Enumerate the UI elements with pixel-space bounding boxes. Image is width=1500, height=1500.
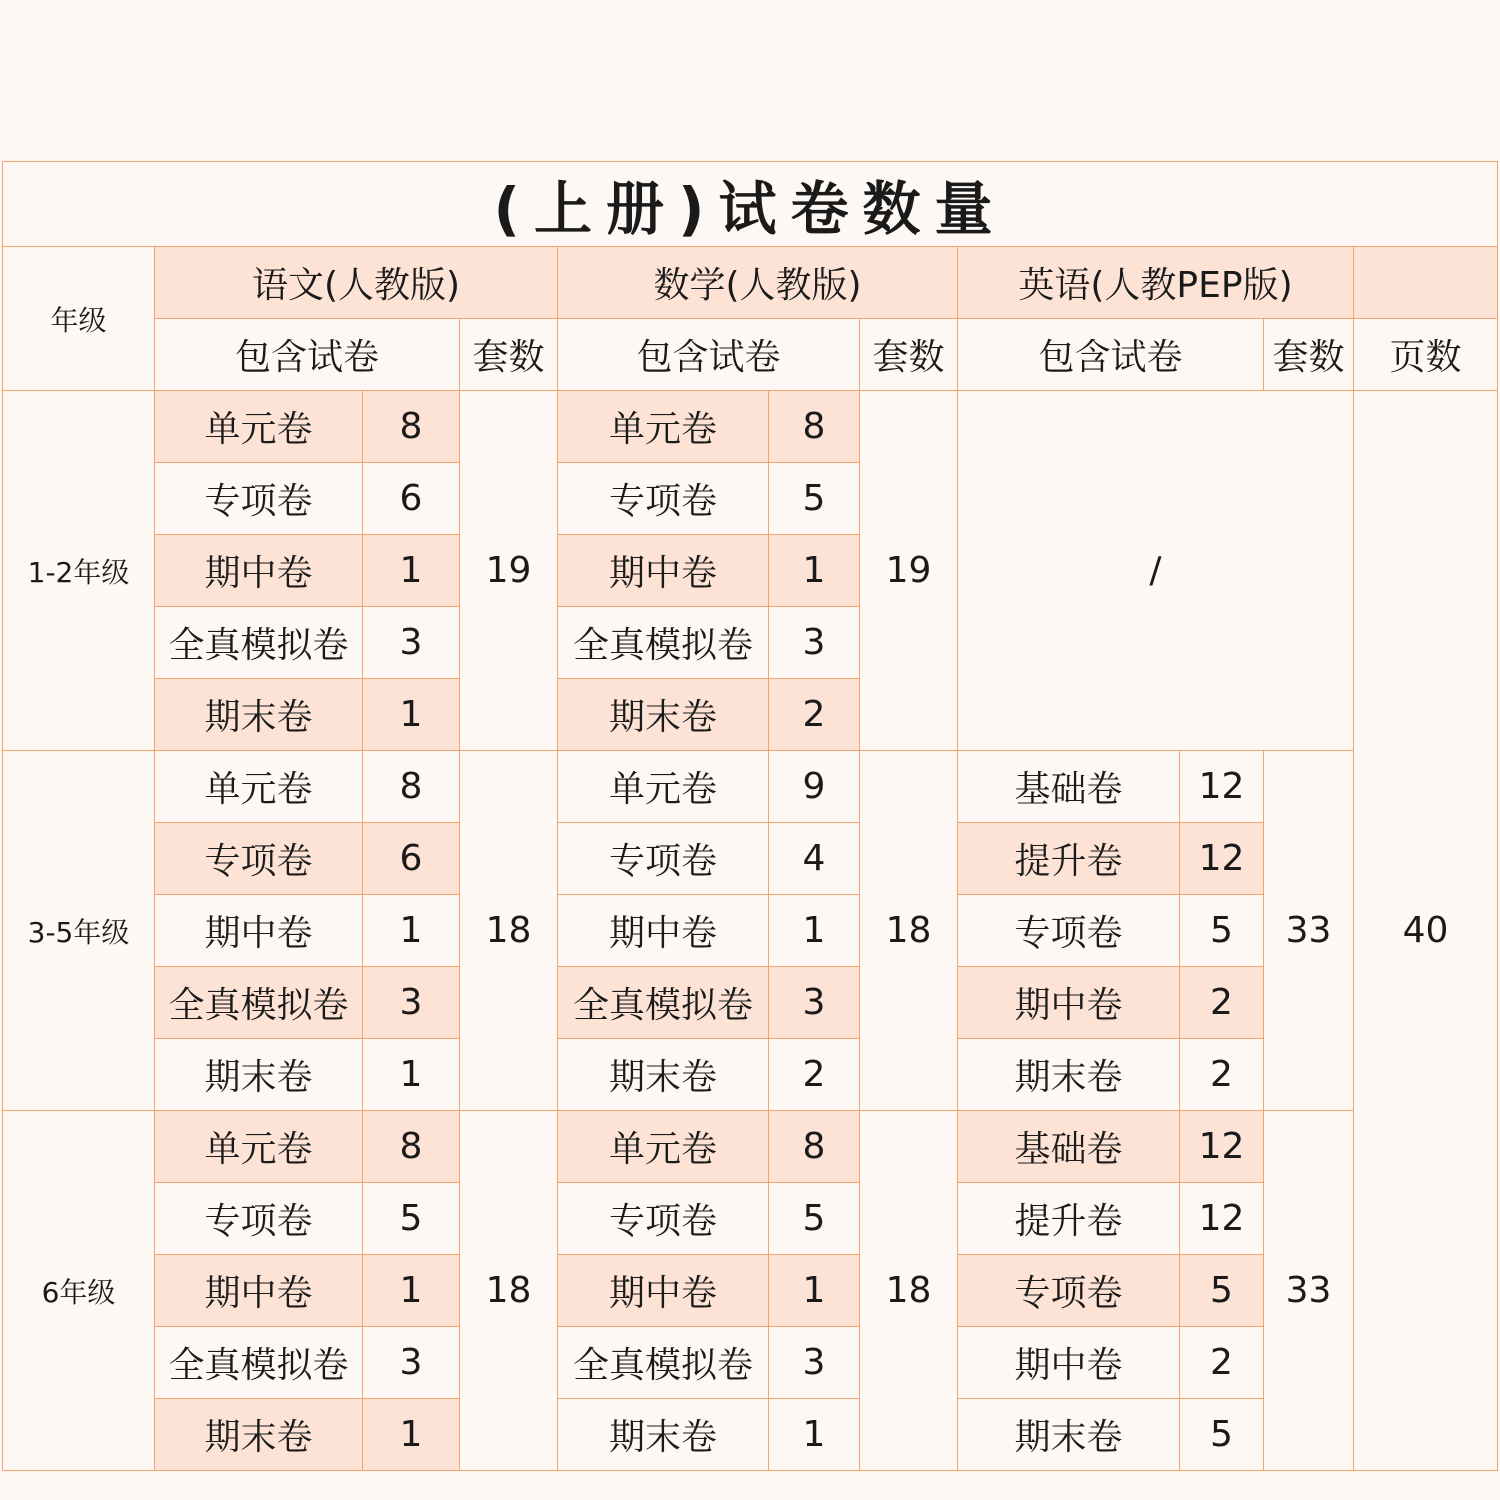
paper-type-cell: 全真模拟卷: [558, 1327, 769, 1399]
paper-count-cell: 8: [363, 751, 460, 823]
paper-type-cell: 全真模拟卷: [155, 1327, 363, 1399]
sets-header: 套数: [860, 319, 958, 391]
subject-header-chinese: 语文(人教版): [155, 247, 558, 319]
paper-type-cell: 期末卷: [155, 1039, 363, 1111]
paper-count-cell: 3: [363, 1327, 460, 1399]
sets-total-cell: 18: [460, 751, 558, 1111]
paper-count-cell: 4: [769, 823, 860, 895]
subject-header-english: 英语(人教PEP版): [958, 247, 1354, 319]
paper-count-cell: 3: [769, 1327, 860, 1399]
paper-count-cell: 3: [363, 607, 460, 679]
paper-type-cell: 期末卷: [155, 679, 363, 751]
paper-count-cell: 5: [769, 463, 860, 535]
paper-type-cell: 期末卷: [558, 1039, 769, 1111]
paper-count-cell: 8: [363, 1111, 460, 1183]
paper-type-cell: 专项卷: [958, 895, 1180, 967]
grade-header: 年级: [3, 247, 155, 391]
paper-count-cell: 3: [769, 967, 860, 1039]
english-not-applicable: /: [958, 391, 1354, 751]
table-row: [3, 1111, 1498, 1183]
sets-total-cell: 33: [1264, 1111, 1354, 1471]
paper-count-cell: 1: [769, 1399, 860, 1471]
paper-type-cell: 期中卷: [558, 1255, 769, 1327]
paper-count-cell: 5: [1180, 895, 1264, 967]
paper-type-cell: 期中卷: [958, 967, 1180, 1039]
paper-count-cell: 3: [769, 607, 860, 679]
sets-total-cell: 19: [860, 391, 958, 751]
paper-type-cell: 提升卷: [958, 823, 1180, 895]
paper-type-cell: 期末卷: [958, 1399, 1180, 1471]
paper-count-cell: 6: [363, 823, 460, 895]
sets-total-cell: 18: [860, 1111, 958, 1471]
papers-header: 包含试卷: [958, 319, 1264, 391]
paper-type-cell: 全真模拟卷: [558, 607, 769, 679]
paper-type-cell: 单元卷: [558, 1111, 769, 1183]
grade-label: 1-2年级: [3, 391, 155, 751]
paper-count-cell: 2: [769, 1039, 860, 1111]
paper-type-cell: 期末卷: [958, 1039, 1180, 1111]
paper-count-cell: 12: [1180, 751, 1264, 823]
paper-count-cell: 3: [363, 967, 460, 1039]
paper-count-cell: 6: [363, 463, 460, 535]
pages-value: 40: [1354, 391, 1498, 1471]
paper-count-cell: 1: [363, 1399, 460, 1471]
paper-type-cell: 基础卷: [958, 1111, 1180, 1183]
paper-type-cell: 专项卷: [958, 1255, 1180, 1327]
paper-type-cell: 专项卷: [155, 823, 363, 895]
paper-count-cell: 2: [1180, 1327, 1264, 1399]
paper-count-cell: 1: [769, 1255, 860, 1327]
paper-count-cell: 5: [769, 1183, 860, 1255]
paper-type-cell: 单元卷: [558, 391, 769, 463]
paper-count-cell: 2: [1180, 1039, 1264, 1111]
table-row: [3, 391, 1498, 463]
paper-count-cell: 2: [769, 679, 860, 751]
sets-total-cell: 19: [460, 391, 558, 751]
paper-type-cell: 单元卷: [558, 751, 769, 823]
paper-count-cell: 1: [363, 895, 460, 967]
paper-count-cell: 1: [363, 679, 460, 751]
paper-count-cell: 9: [769, 751, 860, 823]
paper-type-cell: 期中卷: [155, 535, 363, 607]
paper-type-cell: 全真模拟卷: [155, 967, 363, 1039]
paper-type-cell: 单元卷: [155, 391, 363, 463]
table-row: [3, 751, 1498, 823]
paper-count-cell: 1: [363, 535, 460, 607]
paper-type-cell: 全真模拟卷: [558, 967, 769, 1039]
paper-type-cell: 全真模拟卷: [155, 607, 363, 679]
paper-type-cell: 基础卷: [958, 751, 1180, 823]
paper-count-cell: 8: [769, 391, 860, 463]
grade-label: 6年级: [3, 1111, 155, 1471]
grade-label: 3-5年级: [3, 751, 155, 1111]
paper-type-cell: 单元卷: [155, 1111, 363, 1183]
paper-count-cell: 1: [363, 1039, 460, 1111]
paper-count-cell: 1: [769, 895, 860, 967]
paper-count-cell: 5: [363, 1183, 460, 1255]
paper-type-cell: 期末卷: [558, 1399, 769, 1471]
paper-type-cell: 专项卷: [558, 823, 769, 895]
paper-type-cell: 期末卷: [155, 1399, 363, 1471]
page-title: (上册)试卷数量: [3, 162, 1498, 247]
subject-header-math: 数学(人教版): [558, 247, 958, 319]
paper-count-cell: 5: [1180, 1255, 1264, 1327]
paper-count-cell: 5: [1180, 1399, 1264, 1471]
paper-count-cell: 12: [1180, 1183, 1264, 1255]
papers-header: 包含试卷: [155, 319, 460, 391]
pages-header: 页数: [1354, 319, 1498, 391]
sets-header: 套数: [1264, 319, 1354, 391]
paper-type-cell: 专项卷: [558, 463, 769, 535]
sets-total-cell: 18: [860, 751, 958, 1111]
paper-count-cell: 8: [363, 391, 460, 463]
paper-type-cell: 专项卷: [155, 463, 363, 535]
paper-type-cell: 期末卷: [558, 679, 769, 751]
paper-count-cell: 12: [1180, 823, 1264, 895]
paper-count-table: [2, 161, 1498, 1471]
paper-type-cell: 期中卷: [155, 895, 363, 967]
paper-count-cell: 1: [769, 535, 860, 607]
paper-type-cell: 期中卷: [958, 1327, 1180, 1399]
paper-type-cell: 提升卷: [958, 1183, 1180, 1255]
paper-type-cell: 期中卷: [155, 1255, 363, 1327]
papers-header: 包含试卷: [558, 319, 860, 391]
paper-type-cell: 期中卷: [558, 895, 769, 967]
paper-type-cell: 专项卷: [558, 1183, 769, 1255]
paper-type-cell: 单元卷: [155, 751, 363, 823]
paper-count-cell: 1: [363, 1255, 460, 1327]
sets-total-cell: 18: [460, 1111, 558, 1471]
sets-total-cell: 33: [1264, 751, 1354, 1111]
paper-count-cell: 12: [1180, 1111, 1264, 1183]
sets-header: 套数: [460, 319, 558, 391]
paper-count-cell: 2: [1180, 967, 1264, 1039]
paper-type-cell: 专项卷: [155, 1183, 363, 1255]
header-blank-cell: [1354, 247, 1498, 319]
paper-type-cell: 期中卷: [558, 535, 769, 607]
paper-count-cell: 8: [769, 1111, 860, 1183]
